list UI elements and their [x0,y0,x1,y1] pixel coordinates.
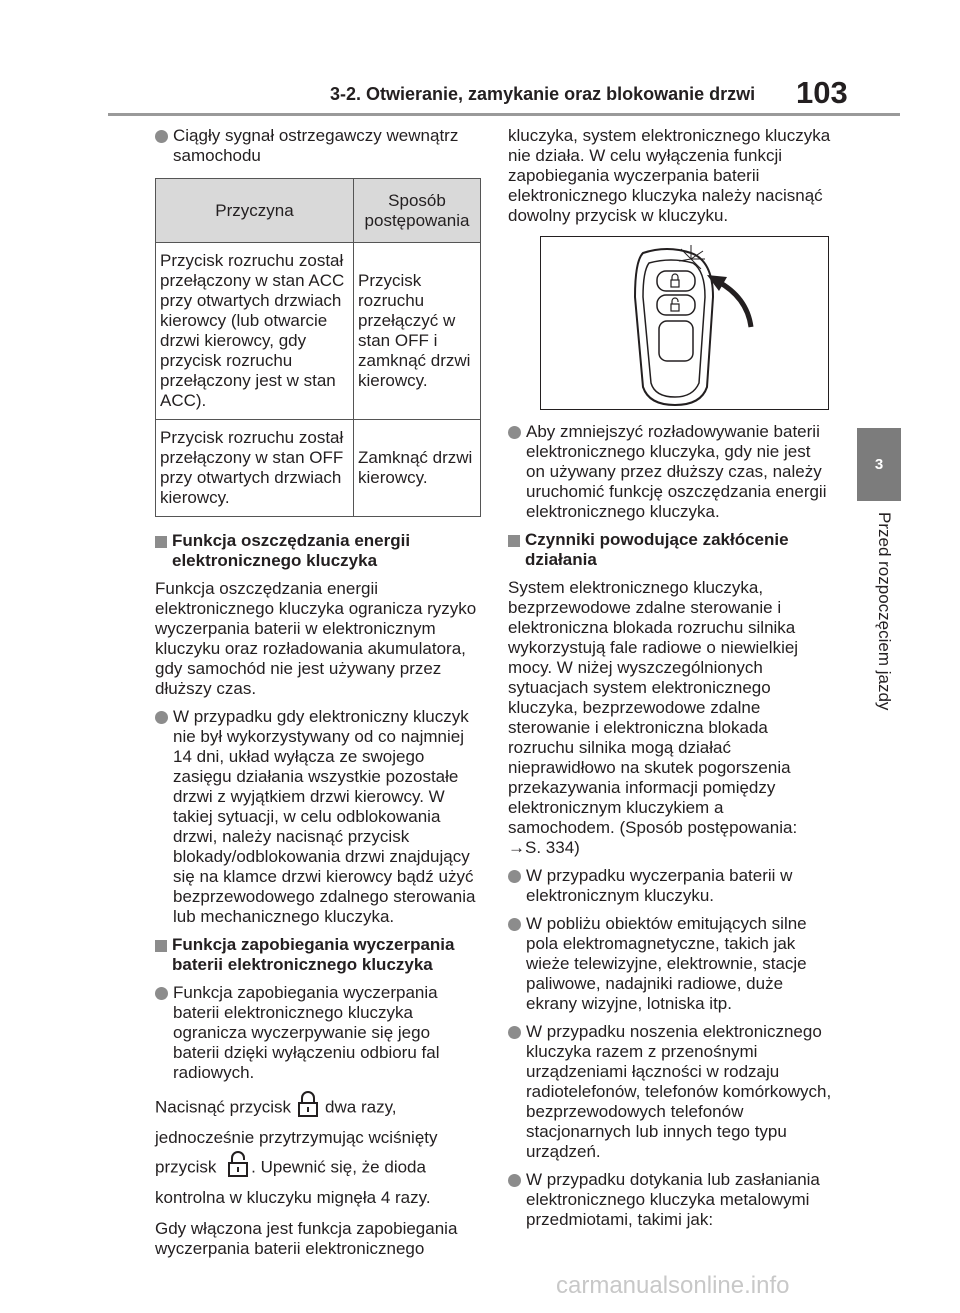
heading-text: Funkcja zapobiegania wyczerpania baterii elektronicznego kluczyka [172,935,455,974]
heading-square-icon [155,940,167,952]
warning-table [155,178,481,517]
bullet-dot-icon [508,1026,521,1039]
bullet-dot-icon [508,870,521,883]
table-header-row [156,179,481,243]
chapter-title: Przed rozpoczęciem jazdy [875,512,894,711]
table-header: Przyczyna [156,179,354,243]
bullet-text: W przypadku gdy elektroniczny kluczyk nie był wykorzystywany od co najmniej 14 dni, układ wyłącza ze swojego zasięgu działania wszystkie pozostałe drzwi z wyjątkiem drzwi kierowcy. W takiej sytuacji, w celu odblokowania drzwi, należy nacisnąć przycisk blokady/odblokowania drzwi znajdujący się na klamce drzwi kierowcy bądź użyć bezprzewodowego zdalnego sterowania lub mechanicznego kluczyka. [173,707,476,926]
instruction-text: . Upewnić się, że dioda kontrolna w kluczyku mignęła 4 razy. [155,1157,431,1207]
bullet-item [508,1170,834,1230]
instruction-paragraph [155,1091,481,1211]
unlock-icon [227,1151,249,1185]
header-rule [108,113,900,116]
paragraph: Gdy włączona jest funkcja zapobiegania wyczerpania baterii elektronicznego [155,1219,458,1258]
table-cell: Przycisk rozruchu został przełączony w stan OFF przy otwartych drzwiach kierowcy. [156,420,354,517]
bullet-item [155,707,481,927]
chapter-tab [857,428,901,501]
bullet-text: W przypadku wyczerpania baterii w elektronicznym kluczyku. [526,866,793,905]
bullet-text: Aby zmniejszyć rozładowywanie baterii elektronicznego kluczyka, gdy nie jest on używany przez dłuższy czas, należy uruchomić funkcję oszczędzania energii elektronicznego kluczyka. [526,422,827,521]
bullet-text: W przypadku dotykania lub zasłaniania elektronicznego kluczyka metalowymi przedmiotami, takimi jak: [526,1170,820,1229]
bullet-item [508,1022,834,1162]
section-title: 3-2. Otwieranie, zamykanie oraz blokowanie drzwi [330,84,756,104]
key-fob-icon [541,237,828,409]
section-heading [155,531,481,571]
section-heading [155,935,481,975]
paragraph: kluczyka, system elektronicznego kluczyka nie działa. W celu wyłączenia funkcji zapobiegania wyczerpania baterii elektronicznego kluczyka należy nacisnąć dowolny przycisk w kluczyku. [508,126,831,225]
bullet-text: W przypadku noszenia elektronicznego kluczyka razem z przenośnymi urządzeniami łączności w rodzaju radiotelefonów, telefonów komórkowych, bezprzewodowych telefonów stacjonarnych lub innych tego typu urządzeń. [526,1022,832,1161]
instruction-text: dwa razy, jednocześnie przytrzymując wciśnięty przycisk [155,1097,438,1177]
right-column [508,126,834,1230]
bullet-text: Funkcja zapobiegania wyczerpania baterii elektronicznego kluczyka ogranicza wyczerpywanie się jego baterii dzięki wyłączeniu odbioru fal radiowych. [173,983,440,1082]
table-header: Sposób postępowania [354,179,481,243]
bullet-dot-icon [508,1174,521,1187]
bullet-dot-icon [508,426,521,439]
chapter-number: 3 [874,456,884,473]
bullet-dot-icon [155,711,168,724]
bullet-item [508,914,834,1014]
bullet-dot-icon [155,130,168,143]
bullet-item [155,126,481,166]
watermark: carmanualsonline.info [556,1272,790,1299]
bullet-dot-icon [508,918,521,931]
bullet-text: W pobliżu obiektów emitujących silne pola elektromagnetyczne, takich jak wieże telewizyjne, elektrownie, stacje paliwowe, nadajniki radiowe, duże ekrany wizyjne, lotniska itp. [526,914,807,1013]
table-row [156,420,481,517]
instruction-text: Nacisnąć przycisk [155,1097,292,1117]
page-number: 103 [796,75,848,110]
heading-square-icon [508,535,520,547]
paragraph: System elektronicznego kluczyka, bezprzewodowe zdalne sterowanie i elektroniczna blokada rozruchu silnika wykorzystują fale radiowe o niewielkiej mocy. W niżej wyszczególnionych sytuacjach system elektronicznego kluczyka, bezprzewodowe zdalne sterowanie i elektroniczna blokada rozruchu silnika mogą działać nieprawidłowo na skutek pogorszenia przekazywania informacji pomiędzy elektronicznym kluczykiem a samochodem. (Sposób postępowania: →S. 334) [508,578,799,857]
paragraph: Funkcja oszczędzania energii elektronicznego kluczyka ogranicza ryzyko wyczerpania baterii w elektronicznym kluczyku oraz rozładowania akumulatora, gdy samochód nie jest używany przez dłuższy czas. [155,579,477,698]
left-column [155,126,481,1259]
table-cell: Przycisk rozruchu przełączyć w stan OFF i zamknąć drzwi kierowcy. [354,243,481,420]
table-cell: Zamknąć drzwi kierowcy. [354,420,481,517]
heading-square-icon [155,536,167,548]
bullet-dot-icon [155,987,168,1000]
lock-icon [297,1091,319,1125]
heading-text: Czynniki powodujące zakłócenie działania [525,530,789,569]
bullet-text: Ciągły sygnał ostrzegawczy wewnątrz samochodu [173,126,459,165]
bullet-item [508,866,834,906]
table-row [156,243,481,420]
bullet-item [508,422,834,522]
heading-text: Funkcja oszczędzania energii elektronicznego kluczyka [172,531,411,570]
table-cell: Przycisk rozruchu został przełączony w stan ACC przy otwartych drzwiach kierowcy (lub otwarcie drzwi kierowcy, gdy przycisk rozruchu przełączony jest w stan ACC). [156,243,354,420]
section-heading [508,530,834,570]
bullet-item [155,983,481,1083]
key-fob-illustration [540,236,829,410]
